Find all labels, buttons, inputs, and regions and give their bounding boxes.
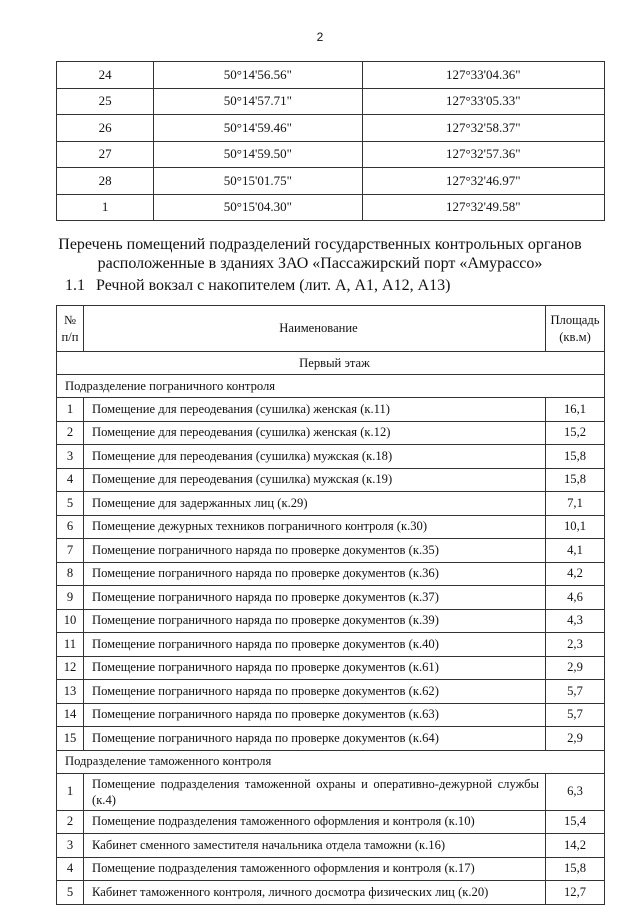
- room-name: Помещение подразделения таможенного оформления и контроля (к.17): [84, 857, 546, 881]
- row-number: 9: [57, 586, 84, 610]
- row-number: 6: [57, 515, 84, 539]
- table-row: [57, 881, 605, 905]
- coordinates-table: [56, 61, 605, 221]
- row-number: 11: [57, 633, 84, 657]
- table-row: [57, 586, 605, 610]
- table-row: [57, 727, 605, 751]
- table-row: [57, 88, 605, 115]
- longitude: 127°33'04.36": [362, 62, 605, 89]
- room-name: Помещение для переодевания (сушилка) мужская (к.19): [84, 468, 546, 492]
- table-row: [57, 609, 605, 633]
- table-header-row: [57, 306, 605, 352]
- row-number: 1: [57, 398, 84, 422]
- table-row: [57, 562, 605, 586]
- room-name: Помещение пограничного наряда по проверке документов (к.62): [84, 680, 546, 704]
- room-area: 15,8: [546, 445, 605, 469]
- room-area: 2,3: [546, 633, 605, 657]
- latitude: 50°14'59.46": [154, 115, 362, 142]
- title-line-1: Перечень помещений подразделений государственных контрольных органов: [58, 236, 582, 253]
- section-title: Речной вокзал с накопителем (лит. А, А1, А12, А13): [96, 277, 451, 294]
- table-row: [57, 515, 605, 539]
- row-number: 13: [57, 680, 84, 704]
- table-row: [57, 703, 605, 727]
- document-title: [0, 235, 640, 273]
- row-number: 14: [57, 703, 84, 727]
- section-heading: [65, 277, 450, 295]
- table-row: [57, 445, 605, 469]
- room-area: 2,9: [546, 656, 605, 680]
- latitude: 50°15'01.75": [154, 168, 362, 195]
- row-number: 8: [57, 562, 84, 586]
- room-name: Помещение пограничного наряда по проверке документов (к.39): [84, 609, 546, 633]
- room-area: 10,1: [546, 515, 605, 539]
- latitude: 50°15'04.30": [154, 194, 362, 221]
- table-row: [57, 810, 605, 834]
- row-number: 2: [57, 810, 84, 834]
- row-number: 12: [57, 656, 84, 680]
- room-name: Помещение для переодевания (сушилка) женская (к.11): [84, 398, 546, 422]
- table-row: [57, 834, 605, 858]
- longitude: 127°33'05.33": [362, 88, 605, 115]
- row-number: 5: [57, 492, 84, 516]
- row-number: 15: [57, 727, 84, 751]
- room-name: Помещение пограничного наряда по проверке документов (к.63): [84, 703, 546, 727]
- row-number: 7: [57, 539, 84, 563]
- title-line-2: расположенные в зданиях ЗАО «Пассажирский порт «Амурассо»: [97, 255, 543, 272]
- table-row: [57, 633, 605, 657]
- row-number: 10: [57, 609, 84, 633]
- room-area: 14,2: [546, 834, 605, 858]
- header-number-line-1: №: [63, 312, 77, 327]
- section-row: [57, 750, 605, 773]
- room-name: Помещение для задержанных лиц (к.29): [84, 492, 546, 516]
- point-number: 25: [57, 88, 154, 115]
- table-row: [57, 194, 605, 221]
- room-area: 5,7: [546, 703, 605, 727]
- room-area: 6,3: [546, 773, 605, 810]
- room-area: 15,8: [546, 857, 605, 881]
- longitude: 127°32'49.58": [362, 194, 605, 221]
- room-name: Помещение пограничного наряда по проверке документов (к.37): [84, 586, 546, 610]
- room-area: 15,4: [546, 810, 605, 834]
- longitude: 127°32'58.37": [362, 115, 605, 142]
- header-name: Наименование: [84, 306, 546, 352]
- room-name: Помещение для переодевания (сушилка) мужская (к.18): [84, 445, 546, 469]
- row-number: 3: [57, 445, 84, 469]
- table-row: [57, 468, 605, 492]
- room-area: 2,9: [546, 727, 605, 751]
- row-number: 5: [57, 881, 84, 905]
- room-area: 4,2: [546, 562, 605, 586]
- page-number: 2: [316, 30, 324, 44]
- room-area: 15,8: [546, 468, 605, 492]
- room-area: 12,7: [546, 881, 605, 905]
- latitude: 50°14'56.56": [154, 62, 362, 89]
- point-number: 28: [57, 168, 154, 195]
- room-area: 4,6: [546, 586, 605, 610]
- point-number: 24: [57, 62, 154, 89]
- room-name: Кабинет сменного заместителя начальника отдела таможни (к.16): [84, 834, 546, 858]
- header-area: [546, 306, 605, 352]
- header-number: [57, 306, 84, 352]
- header-number-line-2: п/п: [61, 329, 79, 344]
- row-number: 2: [57, 421, 84, 445]
- room-name: Помещение пограничного наряда по проверке документов (к.36): [84, 562, 546, 586]
- table-row: [57, 680, 605, 704]
- table-row: [57, 656, 605, 680]
- table-row: [57, 141, 605, 168]
- header-area-line-2: (кв.м): [559, 329, 591, 344]
- latitude: 50°14'57.71": [154, 88, 362, 115]
- header-area-line-1: Площадь: [550, 312, 600, 327]
- section-number: 1.1: [65, 277, 85, 294]
- table-row: [57, 492, 605, 516]
- rooms-table: [56, 305, 605, 905]
- room-name: Помещение для переодевания (сушилка) женская (к.12): [84, 421, 546, 445]
- room-name: Помещение пограничного наряда по проверке документов (к.61): [84, 656, 546, 680]
- room-name: Помещение пограничного наряда по проверке документов (к.64): [84, 727, 546, 751]
- longitude: 127°32'46.97": [362, 168, 605, 195]
- section-label: Подразделение таможенного контроля: [57, 750, 605, 773]
- room-name: Помещение пограничного наряда по проверке документов (к.35): [84, 539, 546, 563]
- point-number: 1: [57, 194, 154, 221]
- point-number: 27: [57, 141, 154, 168]
- room-area: 4,3: [546, 609, 605, 633]
- floor-label: Первый этаж: [57, 352, 605, 375]
- section-row: [57, 375, 605, 398]
- row-number: 3: [57, 834, 84, 858]
- row-number: 1: [57, 773, 84, 810]
- room-area: 5,7: [546, 680, 605, 704]
- room-area: 4,1: [546, 539, 605, 563]
- section-label: Подразделение пограничного контроля: [57, 375, 605, 398]
- table-row: [57, 421, 605, 445]
- longitude: 127°32'57.36": [362, 141, 605, 168]
- table-row: [57, 168, 605, 195]
- table-row: [57, 857, 605, 881]
- room-area: 16,1: [546, 398, 605, 422]
- point-number: 26: [57, 115, 154, 142]
- row-number: 4: [57, 468, 84, 492]
- table-row: [57, 398, 605, 422]
- room-name: Помещение подразделения таможенной охраны и оперативно-дежурной службы (к.4): [84, 773, 546, 810]
- table-row: [57, 539, 605, 563]
- table-row: [57, 115, 605, 142]
- room-name: Кабинет таможенного контроля, личного досмотра физических лиц (к.20): [84, 881, 546, 905]
- room-area: 15,2: [546, 421, 605, 445]
- row-number: 4: [57, 857, 84, 881]
- table-row: [57, 773, 605, 810]
- latitude: 50°14'59.50": [154, 141, 362, 168]
- room-name: Помещение пограничного наряда по проверке документов (к.40): [84, 633, 546, 657]
- floor-row: [57, 352, 605, 375]
- table-row: [57, 62, 605, 89]
- room-name: Помещение дежурных техников пограничного контроля (к.30): [84, 515, 546, 539]
- room-name: Помещение подразделения таможенного оформления и контроля (к.10): [84, 810, 546, 834]
- room-area: 7,1: [546, 492, 605, 516]
